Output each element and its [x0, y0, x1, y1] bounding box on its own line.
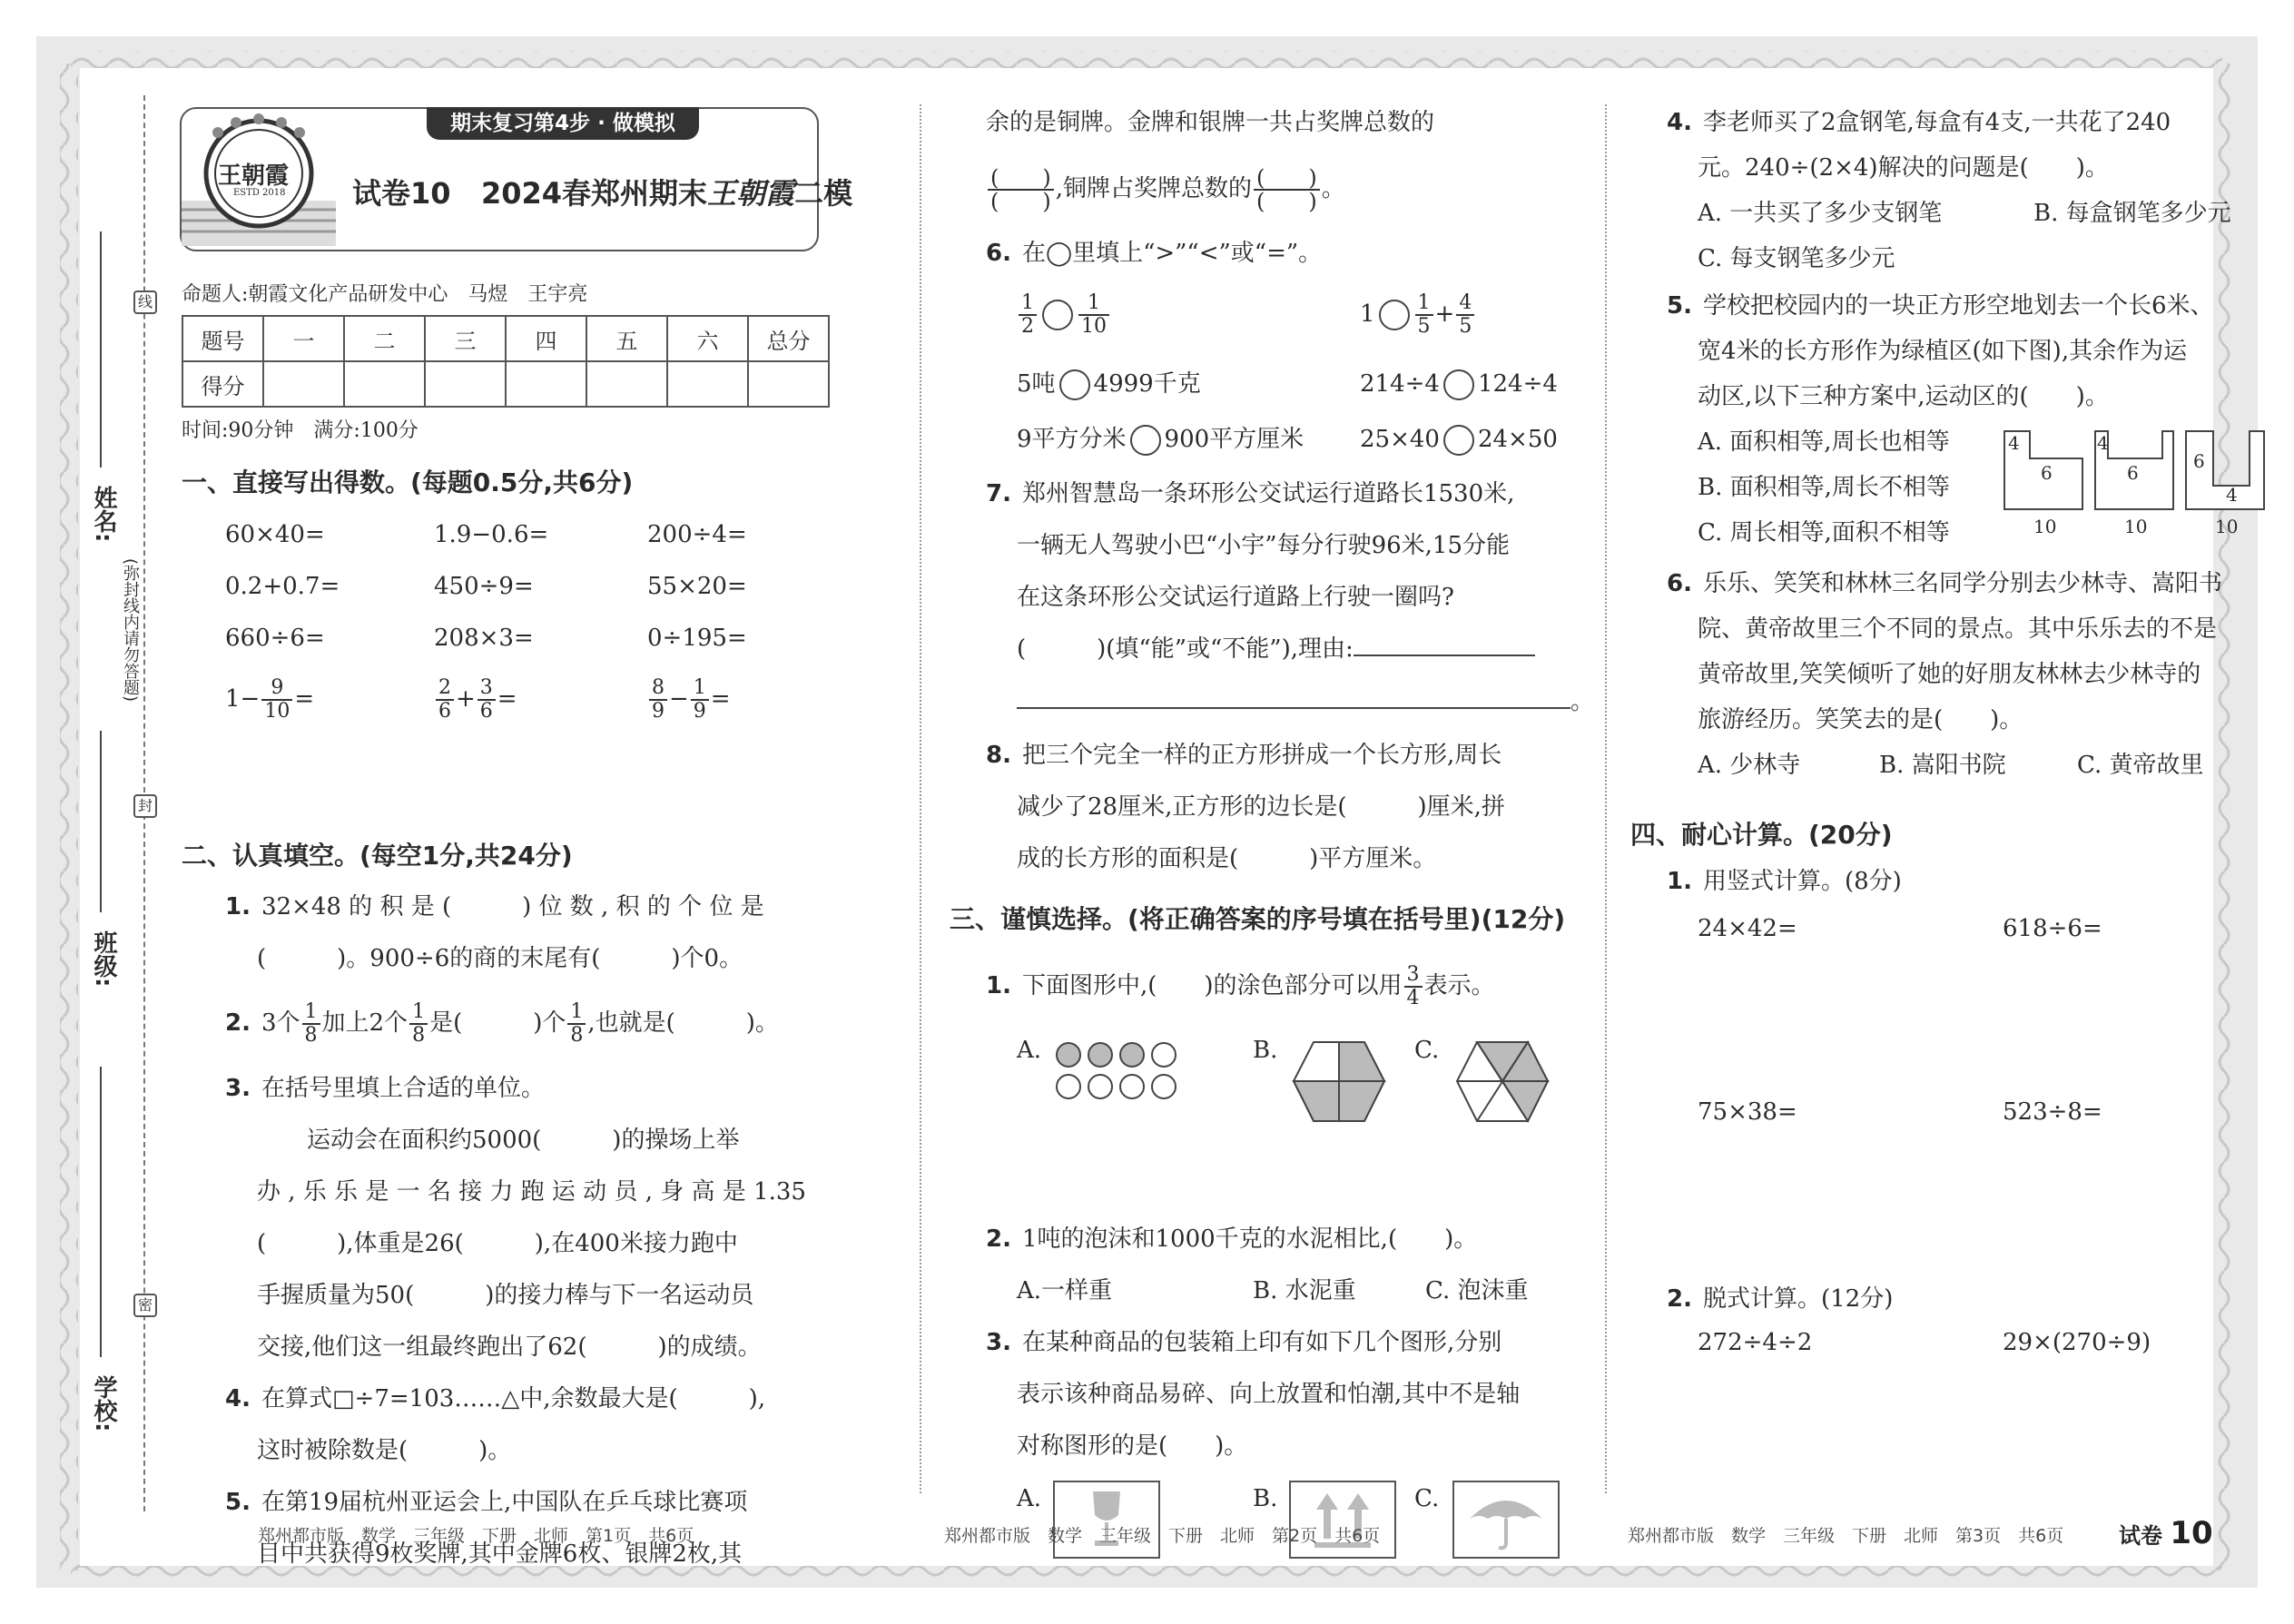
column-divider-1	[920, 104, 921, 1493]
fill-q7-line2: 一辆无人驾驶小巴“小宇”每分行驶96米,15分能	[1017, 532, 1511, 559]
plan-3-width: 4	[2226, 484, 2238, 506]
umbrella-icon	[1454, 1482, 1558, 1557]
choice-q5-optC[interactable]: C. 周长相等,面积不相等	[1698, 519, 1950, 546]
secret-mark: 密	[133, 1294, 157, 1317]
fraction: $\frac{2}{6}$	[436, 677, 454, 723]
fill-q4-line2: 这时被除数是( )。	[257, 1437, 512, 1464]
compare-circle[interactable]	[1443, 369, 1474, 400]
score-row-label: 得分	[182, 361, 263, 407]
compare-circle[interactable]	[1059, 369, 1090, 400]
section-1-title: 一、直接写出得数。(每题0.5分,共6分)	[182, 468, 634, 497]
fraction: $\frac{9}{10}$	[261, 677, 292, 723]
fill-q4-line1: 4. 在算式□÷7=103……△中,余数最大是( ),	[225, 1385, 766, 1412]
compare-6: 25×40 24×50	[1360, 421, 1558, 458]
compare-1	[1017, 284, 1111, 344]
fraction: $\frac{8}{9}$	[649, 677, 667, 723]
section-4-title: 四、耐心计算。(20分)	[1630, 820, 1893, 850]
compare-circle[interactable]	[1042, 300, 1073, 330]
exam-paper	[80, 68, 2239, 1568]
choice-q6-line3: 黄帝故里,笑笑倾听了她的好朋友林林去少林寺的	[1698, 661, 2201, 688]
choice-q5-line1: 5. 学校把校园内的一块正方形空地划去一个长6米、	[1667, 292, 2214, 320]
choice-q1-optA[interactable]: A.	[1017, 1037, 1042, 1064]
compare-5: 9平方分米 900平方厘米	[1017, 421, 1304, 458]
calc-8: 208×3=	[434, 625, 534, 652]
score-head-4: 四	[506, 316, 586, 361]
author-line: 命题人:朝霞文化产品研发中心 马煜 王宇亮	[182, 283, 588, 306]
choice-q6-optC[interactable]: C. 黄帝故里	[2077, 752, 2204, 779]
logo-sub: ESTD 2018	[233, 188, 286, 198]
fill-q2: 2. 3个 $\frac{1}{8}$ 加上2个 $\frac{1}{8}$ 是( )个 $\frac{1}{8}$ ,也就是( )。	[225, 1000, 779, 1047]
plan-1-side: 10	[2033, 516, 2057, 537]
calc-4: 0.2+0.7=	[225, 573, 340, 600]
choice-q5-optA[interactable]: A. 面积相等,周长也相等	[1698, 428, 1950, 456]
footer-page-1: 郑州都市版 数学 三年级 下册 北师 第1页 共6页	[258, 1526, 694, 1546]
this-side-up-figure	[1289, 1481, 1396, 1559]
plan-1-length: 6	[2041, 462, 2053, 484]
choice-q3-line1: 3. 在某种商品的包装箱上印有如下几个图形,分别	[986, 1329, 1502, 1356]
logo-badge	[182, 110, 336, 246]
fill-q7-line1: 7. 郑州智慧岛一条环形公交试运行道路长1530米,	[986, 480, 1515, 507]
fraction: $\frac{1}{5}$	[1415, 292, 1433, 338]
plan-2-width: 4	[2097, 432, 2109, 454]
exam-title	[352, 175, 852, 212]
fraction: $\frac{4}{5}$	[1456, 292, 1474, 338]
score-head-5: 五	[586, 316, 667, 361]
choice-q4-line1: 4. 李老师买了2盒钢笔,每盒有4支,一共花了240	[1667, 109, 2171, 136]
seal-mark: 封	[133, 794, 157, 818]
fraction: $\frac{3}{6}$	[478, 677, 496, 723]
fill-q7-line3: 在这条环形公交试运行道路上行驶一圈吗?	[1017, 584, 1454, 611]
fraction: $\frac{1}{10}$	[1078, 292, 1109, 338]
score-cell[interactable]	[667, 361, 748, 407]
fill-q3-line4: 手握质量为50( )的接力棒与下一名运动员	[257, 1282, 754, 1309]
fill-q5-line4: $\frac{( )}{( )}$ ,铜牌占奖牌总数的 $\frac{( )}{( )}$ 。	[986, 153, 1345, 225]
column-divider-2	[1605, 104, 1607, 1493]
calc-3: 200÷4=	[647, 521, 747, 548]
fill-q3-line3: ( ),体重是26( ),在400米接力跑中	[257, 1230, 738, 1257]
fill-q8-line2: 减少了28厘米,正方形的边长是( )厘米,拼	[1017, 793, 1505, 821]
fraction: $\frac{1}{9}$	[691, 677, 709, 723]
choice-q6-line1: 6. 乐乐、笑笑和林林三名同学分别去少林寺、嵩阳书	[1667, 570, 2222, 597]
choice-q5-line3: 动区,以下三种方案中,运动区的( )。	[1698, 383, 2109, 410]
score-header-row	[182, 316, 829, 361]
blank-fraction[interactable]: $\frac{( )}{( )}$	[1254, 167, 1320, 212]
choice-q5-line2: 宽4米的长方形作为绿植区(如下图),其余作为运	[1698, 338, 2188, 365]
fragile-figure	[1053, 1481, 1160, 1559]
fraction: $\frac{3}{4}$	[1404, 964, 1423, 1009]
compare-circle[interactable]	[1130, 425, 1161, 456]
calc-stepwise-title: 2. 脱式计算。(12分)	[1667, 1285, 1894, 1313]
plan-3-length: 6	[2193, 450, 2205, 472]
choice-q1-optB[interactable]: B.	[1253, 1037, 1278, 1064]
score-value-row	[182, 361, 829, 407]
calc-vertical-title: 1. 用竖式计算。(8分)	[1667, 868, 1902, 895]
fill-q5-line2: 目中共获得9枚奖牌,其中金牌6枚、银牌2枚,其	[257, 1540, 743, 1568]
hexagon-quarters-figure	[1289, 1038, 1389, 1128]
line-mark: 线	[133, 290, 157, 314]
compare-4: 214÷4 124÷4	[1360, 366, 1558, 402]
choice-q3-optA[interactable]: A.	[1017, 1485, 1042, 1512]
score-head-2: 二	[344, 316, 425, 361]
fraction: $\frac{1}{8}$	[567, 1001, 586, 1047]
score-cell[interactable]	[263, 361, 344, 407]
score-head-7: 总分	[748, 316, 829, 361]
compare-circle[interactable]	[1443, 425, 1474, 456]
choice-q6-optB[interactable]: B. 嵩阳书院	[1879, 752, 2006, 779]
choice-q4-line2: 元。240÷(2×4)解决的问题是( )。	[1698, 154, 2109, 182]
score-cell[interactable]	[748, 361, 829, 407]
name-label: 姓名:	[90, 486, 117, 543]
calc-9: 0÷195=	[647, 625, 747, 652]
hexagon-sixths-figure	[1452, 1038, 1552, 1128]
choice-q2-optC[interactable]: C. 泡沫重	[1425, 1277, 1529, 1304]
fill-q8-line3: 成的长方形的面积是( )平方厘米。	[1017, 845, 1437, 872]
vertical-calc-1: 24×42=	[1698, 915, 1797, 942]
fill-q1-line2: ( )。900÷6的商的末尾有( )个0。	[257, 945, 743, 972]
time-line: 时间:90分钟 满分:100分	[182, 419, 418, 442]
fill-q7-line4: ( )(填“能”或“不能”),理由:	[1017, 631, 1535, 667]
plan-1-width: 4	[2008, 432, 2020, 454]
reason-blank-2[interactable]	[1017, 707, 1570, 709]
choice-q5-optB[interactable]: B. 面积相等,周长不相等	[1698, 474, 1950, 501]
score-cell[interactable]	[586, 361, 667, 407]
name-field[interactable]	[100, 231, 102, 468]
school-label: 学校:	[90, 1375, 117, 1432]
choice-q1: 1. 下面图形中,( )的涂色部分可以用 $\frac{3}{4}$ 表示。	[986, 963, 1495, 1009]
footer-page-3: 郑州都市版 数学 三年级 下册 北师 第3页 共6页	[1628, 1526, 2064, 1546]
fill-q7-line5: 。	[1017, 684, 1594, 720]
logo-text: 王朝霞	[218, 162, 290, 190]
choice-q6-optA[interactable]: A. 少林寺	[1698, 752, 1801, 779]
choice-q2-optA[interactable]: A.一样重	[1017, 1277, 1113, 1304]
fill-q3-line2: 办 , 乐 乐 是 一 名 接 力 跑 运 动 员 , 身 高 是 1.35	[257, 1178, 806, 1206]
fraction: $\frac{1}{2}$	[1019, 292, 1037, 338]
stepwise-calc-2: 29×(270÷9)	[2003, 1329, 2151, 1356]
exam-number: 试卷10	[352, 176, 451, 211]
plan-2-side: 10	[2124, 516, 2148, 537]
keep-dry-figure	[1452, 1481, 1560, 1559]
calc-1: 60×40=	[225, 521, 325, 548]
vertical-calc-3: 75×38=	[1698, 1098, 1797, 1126]
choice-q3-optC[interactable]: C.	[1414, 1485, 1440, 1512]
stepwise-calc-1: 272÷4÷2	[1698, 1329, 1813, 1356]
class-field[interactable]	[100, 731, 102, 912]
fill-q3-title: 3. 在括号里填上合适的单位。	[225, 1075, 545, 1102]
score-head-1: 一	[263, 316, 344, 361]
binding-notice: (弥封线内请勿答题)	[121, 558, 140, 703]
choice-q3-line2: 表示该种商品易碎、向上放置和怕潮,其中不是轴	[1017, 1381, 1521, 1408]
fraction: $\frac{1}{8}$	[409, 1001, 428, 1047]
score-cell[interactable]	[425, 361, 506, 407]
calc-6: 55×20=	[647, 573, 747, 600]
fill-q6-title: 6. 在◯里填上“>”“<”或“=”。	[986, 240, 1323, 267]
choice-q4-optC[interactable]: C. 每支钢笔多少元	[1698, 245, 1895, 272]
choice-q1-optC[interactable]: C.	[1414, 1037, 1440, 1064]
blank-fraction[interactable]: $\frac{( )}{( )}$	[988, 167, 1054, 212]
compare-2: 1 $\frac{1}{5}$ + $\frac{4}{5}$	[1360, 284, 1476, 344]
choice-q3-optB[interactable]: B.	[1253, 1485, 1278, 1512]
fill-q8-line1: 8. 把三个完全一样的正方形拼成一个长方形,周长	[986, 742, 1502, 769]
reason-blank[interactable]	[1354, 655, 1535, 656]
choice-q2: 2. 1吨的泡沫和1000千克的水泥相比,( )。	[986, 1225, 1478, 1253]
school-field[interactable]	[100, 1067, 102, 1357]
exam-badge-number: 10	[2170, 1515, 2213, 1551]
calc-10: 1− $\frac{9}{10}$ =	[225, 676, 315, 723]
vertical-calc-2: 618÷6=	[2003, 915, 2102, 942]
calc-11: $\frac{2}{6}$ + $\frac{3}{6}$ =	[434, 672, 517, 726]
header-banner: 期末复习第4步 · 做模拟	[427, 107, 699, 140]
vertical-calc-4: 523÷8=	[2003, 1098, 2102, 1126]
fill-q5-line3: 余的是铜牌。金牌和银牌一共占奖牌总数的	[986, 109, 1435, 136]
section-2-title: 二、认真填空。(每空1分,共24分)	[182, 841, 573, 871]
calc-5: 450÷9=	[434, 573, 534, 600]
score-head-0: 题号	[182, 316, 263, 361]
choice-q4-optA[interactable]: A. 一共买了多少支钢笔	[1698, 200, 1943, 227]
calc-12: $\frac{8}{9}$ − $\frac{1}{9}$ =	[647, 672, 731, 726]
class-label: 班级:	[90, 930, 117, 988]
compare-circle[interactable]	[1379, 300, 1410, 330]
score-cell[interactable]	[506, 361, 586, 407]
choice-q6-line2: 院、黄帝故里三个不同的景点。其中乐乐去的不是	[1698, 615, 2218, 643]
compare-3: 5吨 4999千克	[1017, 366, 1201, 402]
fill-q5-line1: 5. 在第19届杭州亚运会上,中国队在乒乓球比赛项	[225, 1489, 748, 1516]
calc-7: 660÷6=	[225, 625, 325, 652]
exam-subtitle: 二模	[794, 176, 853, 211]
score-cell[interactable]	[344, 361, 425, 407]
score-head-6: 六	[667, 316, 748, 361]
footer-page-2: 郑州都市版 数学 三年级 下册 北师 第2页 共6页	[944, 1526, 1381, 1546]
score-table	[182, 315, 830, 408]
exam-main-title: 2024春郑州期末	[480, 176, 708, 211]
plan-3-side: 10	[2215, 516, 2239, 537]
calc-2: 1.9−0.6=	[434, 521, 549, 548]
plan-2-length: 6	[2127, 462, 2139, 484]
choice-q2-optB[interactable]: B. 水泥重	[1253, 1277, 1356, 1304]
section-3-title: 三、谨慎选择。(将正确答案的序号填在括号里)(12分)	[950, 904, 1566, 934]
choice-q3-line3: 对称图形的是( )。	[1017, 1432, 1248, 1460]
fraction: $\frac{1}{8}$	[302, 1001, 320, 1047]
score-head-3: 三	[425, 316, 506, 361]
brand-name: 王朝霞	[707, 176, 795, 211]
fill-q3-line5: 交接,他们这一组最终跑出了62( )的成绩。	[257, 1334, 762, 1361]
exam-badge	[2119, 1515, 2213, 1551]
fill-q1-line1: 1. 32×48 的 积 是 ( ) 位 数 , 积 的 个 位 是	[225, 893, 764, 920]
exam-badge-label: 试卷	[2119, 1523, 2162, 1549]
fill-q3-line1: 运动会在面积约5000( )的操场上举	[307, 1127, 740, 1154]
choice-q4-optB[interactable]: B. 每盒钢笔多少元	[2033, 200, 2231, 227]
choice-q6-line4: 旅游经历。笑笑去的是( )。	[1698, 706, 2023, 733]
circles-figure	[1053, 1039, 1198, 1103]
